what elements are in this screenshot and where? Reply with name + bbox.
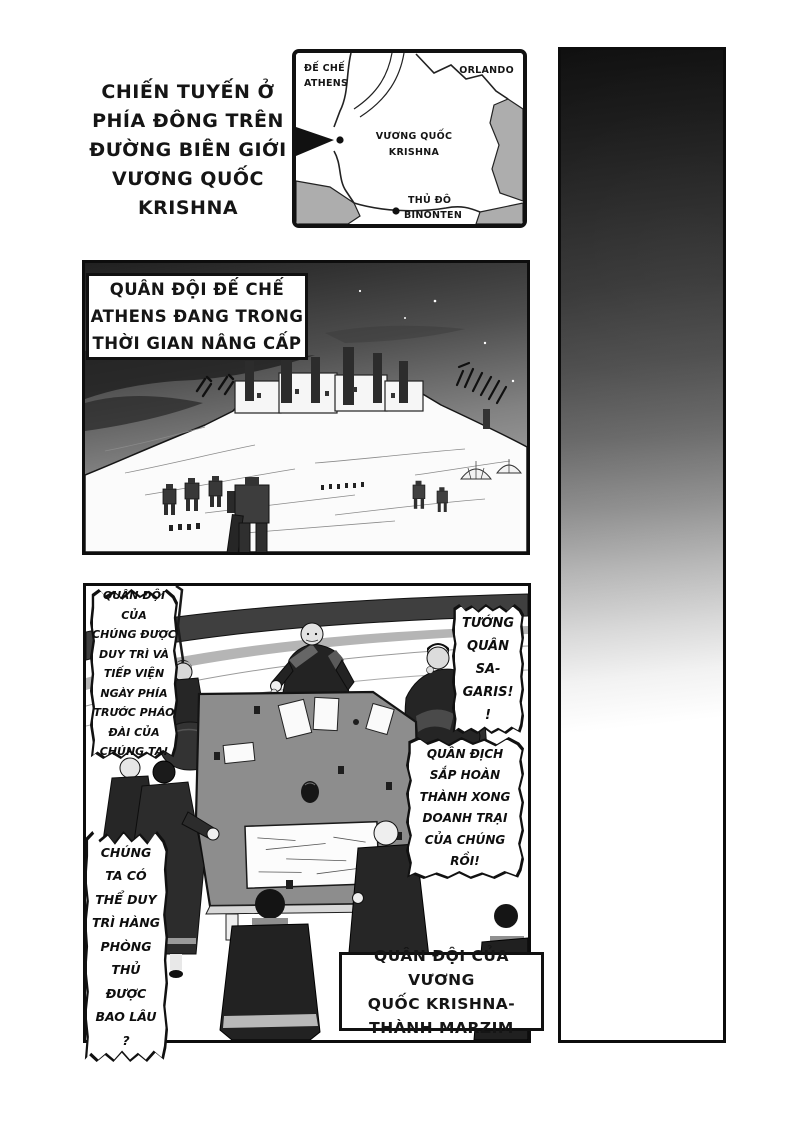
map-label-capital: THỦ ĐÔ	[408, 195, 452, 206]
bubble-text	[84, 831, 168, 1062]
map-panel	[292, 49, 527, 228]
bubble-line: TRƯỚC PHÁO	[93, 706, 175, 720]
bubble-line: !	[485, 707, 491, 723]
caption-line: THÀNH MARZIM	[369, 1018, 514, 1037]
map-label-orlando: ORLANDO	[459, 65, 514, 76]
page-title-line: VƯƠNG QUỐC	[112, 168, 264, 190]
bubble-line: CHÚNG	[100, 844, 152, 860]
bubble-line: THỂ DUY	[95, 891, 157, 907]
speech-bubble-supply	[90, 589, 178, 759]
krishna-caption-box	[339, 946, 544, 1037]
bubble-line: SA-	[475, 661, 501, 677]
bubble-line: THÀNH XONG	[419, 789, 511, 804]
map-label-athens: ATHENS	[304, 78, 349, 89]
map-label-athens: ĐẾ CHẾ	[304, 63, 345, 74]
bubble-line: ?	[122, 1032, 130, 1048]
bubble-line: GARIS!	[462, 684, 514, 700]
bubble-line: NGÀY PHÍA	[100, 686, 168, 700]
bubble-line: CỦA CHÚNG	[424, 832, 506, 847]
bubble-line: TƯỚNG	[461, 615, 515, 631]
table-center-object	[301, 781, 319, 803]
bubble-line: THỦ	[111, 962, 141, 978]
bubble-line: PHÒNG	[100, 938, 152, 954]
bubble-text	[452, 604, 524, 734]
bubble-line: DUY TRÌ VÀ	[98, 647, 170, 661]
bubble-line: TA CÓ	[105, 868, 147, 884]
page-title-line: CHIẾN TUYẾN Ở	[101, 81, 275, 103]
caption-line: QUỐC KRISHNA-	[367, 994, 516, 1013]
bubble-line: QUÂN ĐỘI CỦA	[102, 589, 166, 622]
bubble-line: DOANH TRẠI	[422, 811, 508, 825]
page-title-line: PHÍA ĐÔNG TRÊN	[92, 110, 284, 132]
bubble-line: CHÚNG TA!	[99, 745, 169, 759]
bubble-line: QUÂN ĐỊCH	[426, 746, 504, 761]
speech-bubble-enemy-camp	[406, 737, 524, 879]
caption-line: ATHENS ĐANG TRONG	[90, 307, 304, 326]
bubble-line: SẮP HOÀN	[429, 768, 501, 782]
caption-line: QUÂN ĐỘI CỦA VƯƠNG	[374, 946, 509, 989]
bubble-text	[90, 589, 178, 759]
map-label-capital: BINONTEN	[404, 210, 463, 221]
gradient-panel	[558, 47, 726, 1043]
speech-bubble-how-long	[84, 831, 168, 1062]
bubble-line: ĐÀI CỦA	[108, 725, 160, 739]
bubble-line: BAO LÂU	[95, 1009, 157, 1025]
page-title-line: ĐƯỜNG BIÊN GIỚI	[89, 139, 287, 161]
map-art	[296, 53, 523, 224]
bubble-line: CHÚNG ĐƯỢC	[92, 628, 176, 642]
bubble-line: TIẾP VIỆN	[103, 667, 165, 681]
bubble-line: RỒI!	[450, 854, 480, 868]
caption-line: THỜI GIAN NÂNG CẤP	[92, 334, 302, 353]
map-label-krishna: KRISHNA	[388, 147, 440, 158]
bubble-line: ĐƯỢC	[105, 985, 147, 1001]
bubble-text	[406, 737, 524, 879]
athens-caption-box	[86, 273, 308, 360]
page-title	[84, 78, 292, 228]
map-city-dot-west	[336, 136, 343, 143]
speech-bubble-general	[452, 604, 524, 734]
bubble-line: TRÌ HÀNG	[91, 915, 160, 931]
page-title-line: KRISHNA	[137, 197, 239, 219]
bubble-line: QUÂN	[467, 638, 509, 654]
map-label-krishna: VƯƠNG QUỐC	[375, 131, 453, 142]
map-city-dot-capital	[392, 207, 399, 214]
caption-line: QUÂN ĐỘI ĐẾ CHẾ	[109, 280, 285, 299]
